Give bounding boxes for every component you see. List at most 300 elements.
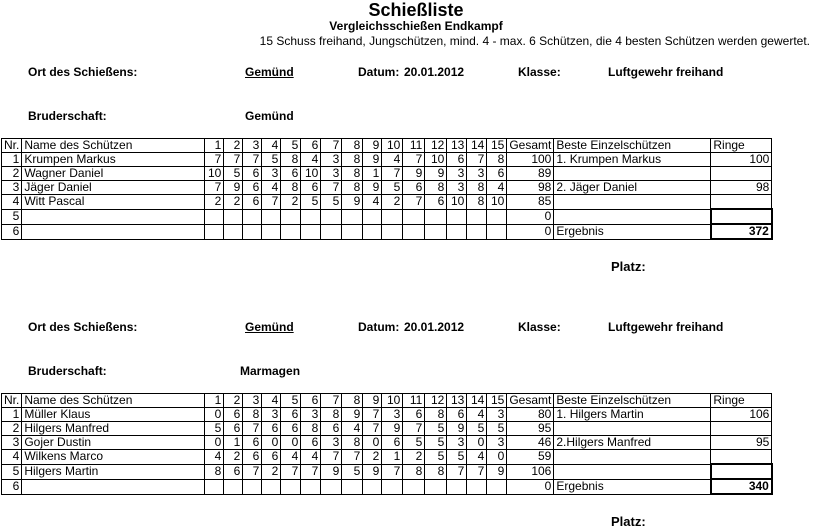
shot-score <box>487 209 507 224</box>
shot-score: 2 <box>205 195 224 210</box>
best-shooter: 2.Hilgers Manfred <box>554 436 711 450</box>
table-header-row <box>2 139 772 153</box>
shot-score: 8 <box>281 153 301 167</box>
shot-score: 4 <box>342 422 363 436</box>
row-number: 6 <box>2 224 22 239</box>
best-rings <box>711 464 772 479</box>
column-header: 7 <box>321 394 342 408</box>
shot-score <box>262 224 281 239</box>
shot-score <box>205 209 224 224</box>
shot-score <box>321 224 342 239</box>
shot-score: 8 <box>467 181 487 195</box>
column-header: Name des Schützen <box>22 394 205 408</box>
shot-score: 5 <box>205 422 224 436</box>
shooter-name <box>22 224 205 239</box>
shot-score: 5 <box>425 422 447 436</box>
shot-score: 0 <box>487 450 507 465</box>
shot-score: 9 <box>342 408 363 422</box>
shot-score: 8 <box>342 167 363 181</box>
shot-score: 7 <box>467 153 487 167</box>
total-score: 46 <box>507 436 554 450</box>
shot-score: 5 <box>382 181 403 195</box>
shot-score <box>467 479 487 494</box>
shot-score: 3 <box>321 436 342 450</box>
shot-score: 4 <box>205 450 224 465</box>
ort-value: Gemünd <box>245 320 294 334</box>
shot-score: 7 <box>467 464 487 479</box>
shot-score: 10 <box>447 195 467 210</box>
shot-score: 7 <box>243 422 262 436</box>
shot-score: 6 <box>382 436 403 450</box>
total-score: 0 <box>507 479 554 494</box>
shot-score: 9 <box>224 181 243 195</box>
shot-score <box>425 209 447 224</box>
shot-score: 6 <box>281 167 301 181</box>
shot-score <box>467 224 487 239</box>
table-row <box>2 479 772 494</box>
shot-score <box>382 224 403 239</box>
shooter-name <box>22 209 205 224</box>
shooter-name: Hilgers Manfred <box>22 422 205 436</box>
shot-score: 3 <box>487 436 507 450</box>
shot-score <box>342 479 363 494</box>
shot-score <box>243 209 262 224</box>
shot-score: 4 <box>382 153 403 167</box>
total-score: 98 <box>507 181 554 195</box>
shot-score <box>403 224 425 239</box>
best-shooter <box>554 422 711 436</box>
shot-score: 9 <box>382 422 403 436</box>
shot-score: 4 <box>301 153 321 167</box>
bruderschaft-value: Marmagen <box>240 364 301 378</box>
shot-score: 5 <box>403 436 425 450</box>
column-header: 11 <box>403 394 425 408</box>
column-header: 5 <box>281 139 301 153</box>
ort-label: Ort des Schießens: <box>28 65 138 79</box>
shot-score <box>363 224 382 239</box>
shot-score: 7 <box>205 181 224 195</box>
shot-score: 6 <box>321 422 342 436</box>
best-rings <box>711 209 772 224</box>
shot-score: 8 <box>281 181 301 195</box>
shot-score: 3 <box>301 408 321 422</box>
shot-score: 9 <box>487 464 507 479</box>
shot-score: 7 <box>321 181 342 195</box>
shot-score: 6 <box>281 408 301 422</box>
shot-score: 0 <box>467 436 487 450</box>
shot-score: 7 <box>262 195 281 210</box>
shot-score: 0 <box>205 408 224 422</box>
total-score: 95 <box>507 422 554 436</box>
column-header: 14 <box>467 139 487 153</box>
row-number: 2 <box>2 422 22 436</box>
shot-score <box>224 479 243 494</box>
table-row <box>2 153 772 167</box>
shot-score: 6 <box>243 436 262 450</box>
klasse-value: Luftgewehr freihand <box>608 320 724 334</box>
shot-score: 3 <box>262 408 281 422</box>
shot-score <box>224 224 243 239</box>
shot-score: 3 <box>467 167 487 181</box>
best-rings <box>711 450 772 465</box>
shot-score <box>281 209 301 224</box>
shot-score <box>447 224 467 239</box>
shot-score: 2 <box>382 195 403 210</box>
column-header: Nr. <box>2 139 22 153</box>
table-row <box>2 209 772 224</box>
shot-score <box>342 224 363 239</box>
shot-score: 4 <box>262 181 281 195</box>
shooter-name: Krumpen Markus <box>22 153 205 167</box>
shot-score: 6 <box>224 408 243 422</box>
shot-score: 5 <box>262 153 281 167</box>
shot-score: 2 <box>224 195 243 210</box>
shot-score <box>363 209 382 224</box>
shot-score: 7 <box>301 464 321 479</box>
column-header: 11 <box>403 139 425 153</box>
shot-score: 10 <box>425 153 447 167</box>
ergebnis-total: 340 <box>711 479 772 494</box>
shot-score: 0 <box>281 436 301 450</box>
shot-score: 10 <box>301 167 321 181</box>
shot-score: 2 <box>403 450 425 465</box>
klasse-label: Klasse: <box>518 320 561 334</box>
shot-score <box>382 479 403 494</box>
shot-score: 4 <box>487 181 507 195</box>
best-shooter: 1. Krumpen Markus <box>554 153 711 167</box>
shot-score: 6 <box>487 167 507 181</box>
column-header: 3 <box>243 394 262 408</box>
shot-score: 5 <box>425 436 447 450</box>
shot-score: 6 <box>447 153 467 167</box>
shot-score <box>425 224 447 239</box>
shot-score: 3 <box>321 153 342 167</box>
shot-score: 7 <box>382 464 403 479</box>
datum-value: 20.01.2012 <box>404 320 465 334</box>
shot-score: 2 <box>262 464 281 479</box>
column-header: Beste Einzelschützen <box>554 139 711 153</box>
bruderschaft-value: Gemünd <box>245 109 294 123</box>
total-score: 80 <box>507 408 554 422</box>
shot-score <box>301 209 321 224</box>
shot-score: 3 <box>447 436 467 450</box>
table-row <box>2 167 772 181</box>
shot-score: 7 <box>205 153 224 167</box>
shot-score: 8 <box>342 181 363 195</box>
column-header: Gesamt <box>507 394 554 408</box>
column-header: 2 <box>224 139 243 153</box>
total-score: 106 <box>507 464 554 479</box>
shot-score: 8 <box>467 195 487 210</box>
shot-score: 6 <box>224 464 243 479</box>
shot-score: 10 <box>487 195 507 210</box>
shot-score: 5 <box>487 422 507 436</box>
column-header: 6 <box>301 394 321 408</box>
row-number: 1 <box>2 153 22 167</box>
shot-score: 8 <box>205 464 224 479</box>
column-header: 12 <box>425 394 447 408</box>
shot-score: 7 <box>403 195 425 210</box>
column-header: 8 <box>342 139 363 153</box>
shot-score: 6 <box>301 181 321 195</box>
shot-score: 3 <box>447 167 467 181</box>
shot-score: 7 <box>403 153 425 167</box>
rules-text: 15 Schuss freihand, Jungschützen, mind. 4 - max. 6 Schützen, die 4 besten Schützen werden gewertet. <box>259 34 810 48</box>
shooter-name: Wilkens Marco <box>22 450 205 465</box>
shot-score: 3 <box>262 167 281 181</box>
column-header: 13 <box>447 139 467 153</box>
shot-score: 2 <box>224 450 243 465</box>
shot-score: 0 <box>262 436 281 450</box>
column-header: Ringe <box>711 394 772 408</box>
shot-score: 6 <box>301 436 321 450</box>
shot-score: 8 <box>403 464 425 479</box>
ort-label: Ort des Schießens: <box>28 320 138 334</box>
shot-score: 4 <box>301 450 321 465</box>
shot-score: 4 <box>281 450 301 465</box>
shot-score: 9 <box>363 153 382 167</box>
shot-score: 5 <box>321 195 342 210</box>
klasse-value: Luftgewehr freihand <box>608 65 724 79</box>
shot-score: 4 <box>363 195 382 210</box>
ergebnis-label: Ergebnis <box>554 479 711 494</box>
column-header: 14 <box>467 394 487 408</box>
shooter-name <box>22 479 205 494</box>
shot-score: 9 <box>403 167 425 181</box>
best-shooter <box>554 195 711 210</box>
total-score: 100 <box>507 153 554 167</box>
shot-score <box>447 479 467 494</box>
best-rings <box>711 195 772 210</box>
ergebnis-label: Ergebnis <box>554 224 711 239</box>
column-header: 7 <box>321 139 342 153</box>
best-shooter <box>554 464 711 479</box>
shot-score: 5 <box>425 450 447 465</box>
shot-score: 6 <box>243 167 262 181</box>
shot-score: 8 <box>321 408 342 422</box>
table-row <box>2 195 772 210</box>
shot-score: 6 <box>243 195 262 210</box>
table-row <box>2 181 772 195</box>
column-header: 4 <box>262 139 281 153</box>
shot-score <box>243 224 262 239</box>
ergebnis-total: 372 <box>711 224 772 239</box>
shot-score: 5 <box>342 464 363 479</box>
bruderschaft-label: Bruderschaft: <box>28 109 107 123</box>
column-header: 10 <box>382 139 403 153</box>
shooter-name: Müller Klaus <box>22 408 205 422</box>
shot-score: 2 <box>281 195 301 210</box>
shot-score <box>224 209 243 224</box>
shot-score: 6 <box>262 450 281 465</box>
column-header: Name des Schützen <box>22 139 205 153</box>
shot-score <box>281 479 301 494</box>
shot-score: 8 <box>243 408 262 422</box>
row-number: 4 <box>2 195 22 210</box>
shot-score: 7 <box>382 167 403 181</box>
shot-score <box>243 479 262 494</box>
best-rings <box>711 167 772 181</box>
shot-score: 9 <box>363 464 382 479</box>
column-header: 4 <box>262 394 281 408</box>
shot-score <box>342 209 363 224</box>
shooter-name: Wagner Daniel <box>22 167 205 181</box>
shooter-name: Gojer Dustin <box>22 436 205 450</box>
shot-score: 3 <box>447 181 467 195</box>
table-row <box>2 450 772 465</box>
bruderschaft-label: Bruderschaft: <box>28 364 107 378</box>
shot-score: 7 <box>243 464 262 479</box>
shot-score: 3 <box>382 408 403 422</box>
column-header: 5 <box>281 394 301 408</box>
shot-score <box>447 209 467 224</box>
total-score: 89 <box>507 167 554 181</box>
shot-score <box>425 479 447 494</box>
shot-score: 6 <box>262 422 281 436</box>
shot-score: 9 <box>447 422 467 436</box>
table-header-row <box>2 394 772 408</box>
best-rings: 100 <box>711 153 772 167</box>
row-number: 2 <box>2 167 22 181</box>
best-rings: 98 <box>711 181 772 195</box>
shot-score: 8 <box>425 181 447 195</box>
best-rings: 106 <box>711 408 772 422</box>
row-number: 3 <box>2 181 22 195</box>
platz-label: Platz: <box>611 259 646 274</box>
column-header: Ringe <box>711 139 772 153</box>
shot-score <box>205 479 224 494</box>
row-number: 1 <box>2 408 22 422</box>
shot-score: 8 <box>487 153 507 167</box>
shot-score <box>487 479 507 494</box>
shot-score: 7 <box>321 450 342 465</box>
shot-score: 6 <box>425 195 447 210</box>
column-header: 6 <box>301 139 321 153</box>
shot-score <box>403 209 425 224</box>
shot-score: 5 <box>301 195 321 210</box>
table-row <box>2 408 772 422</box>
shot-score: 6 <box>447 408 467 422</box>
shot-score: 8 <box>301 422 321 436</box>
column-header: 15 <box>487 139 507 153</box>
shot-score <box>205 224 224 239</box>
column-header: Nr. <box>2 394 22 408</box>
best-shooter <box>554 167 711 181</box>
ort-value: Gemünd <box>245 65 294 79</box>
shot-score: 5 <box>447 450 467 465</box>
shot-score: 1 <box>224 436 243 450</box>
page-subtitle: Vergleichsschießen Endkampf <box>329 19 503 33</box>
row-number: 5 <box>2 209 22 224</box>
shot-score <box>382 209 403 224</box>
column-header: 13 <box>447 394 467 408</box>
platz-label: Platz: <box>611 514 646 529</box>
column-header: 8 <box>342 394 363 408</box>
column-header: 1 <box>205 139 224 153</box>
best-shooter <box>554 209 711 224</box>
shot-score: 9 <box>425 167 447 181</box>
shot-score: 6 <box>243 181 262 195</box>
datum-label: Datum: <box>358 320 400 334</box>
shot-score: 2 <box>363 450 382 465</box>
shot-score: 9 <box>363 181 382 195</box>
shot-score <box>321 479 342 494</box>
shot-score: 7 <box>447 464 467 479</box>
shot-score <box>321 209 342 224</box>
shot-score: 10 <box>205 167 224 181</box>
shot-score: 0 <box>205 436 224 450</box>
shot-score: 7 <box>224 153 243 167</box>
shot-score: 8 <box>342 153 363 167</box>
best-rings <box>711 422 772 436</box>
shot-score: 9 <box>342 195 363 210</box>
total-score: 85 <box>507 195 554 210</box>
shot-score <box>467 209 487 224</box>
shot-score: 5 <box>224 167 243 181</box>
shot-score <box>403 479 425 494</box>
column-header: 9 <box>363 139 382 153</box>
shot-score: 6 <box>281 422 301 436</box>
shooter-name: Hilgers Martin <box>22 464 205 479</box>
page-title: Schießliste <box>368 0 464 20</box>
table-row <box>2 436 772 450</box>
shot-score: 7 <box>363 422 382 436</box>
shot-score: 6 <box>243 450 262 465</box>
total-score: 59 <box>507 450 554 465</box>
shot-score: 1 <box>382 450 403 465</box>
shot-score: 8 <box>425 464 447 479</box>
shot-score: 4 <box>467 408 487 422</box>
shot-score: 3 <box>487 408 507 422</box>
row-number: 5 <box>2 464 22 479</box>
table-row <box>2 224 772 239</box>
shot-score <box>363 479 382 494</box>
shot-score: 6 <box>224 422 243 436</box>
shot-score <box>301 479 321 494</box>
shot-score: 6 <box>403 181 425 195</box>
datum-label: Datum: <box>358 65 400 79</box>
shot-score: 7 <box>243 153 262 167</box>
shot-score: 9 <box>321 464 342 479</box>
total-score: 0 <box>507 209 554 224</box>
shot-score: 8 <box>342 436 363 450</box>
shot-score: 8 <box>425 408 447 422</box>
shot-score <box>262 479 281 494</box>
row-number: 6 <box>2 479 22 494</box>
column-header: 2 <box>224 394 243 408</box>
row-number: 3 <box>2 436 22 450</box>
klasse-label: Klasse: <box>518 65 561 79</box>
shot-score <box>487 224 507 239</box>
shot-score: 7 <box>403 422 425 436</box>
datum-value: 20.01.2012 <box>404 65 465 79</box>
shot-score <box>262 209 281 224</box>
shot-score: 6 <box>403 408 425 422</box>
shot-score: 7 <box>281 464 301 479</box>
column-header: 15 <box>487 394 507 408</box>
shot-score: 5 <box>467 422 487 436</box>
shot-score <box>301 224 321 239</box>
best-shooter: 1. Hilgers Martin <box>554 408 711 422</box>
column-header: Gesamt <box>507 139 554 153</box>
best-shooter <box>554 450 711 465</box>
column-header: Beste Einzelschützen <box>554 394 711 408</box>
shot-score: 7 <box>363 408 382 422</box>
column-header: 10 <box>382 394 403 408</box>
best-rings: 95 <box>711 436 772 450</box>
shooter-name: Jäger Daniel <box>22 181 205 195</box>
shot-score: 0 <box>363 436 382 450</box>
